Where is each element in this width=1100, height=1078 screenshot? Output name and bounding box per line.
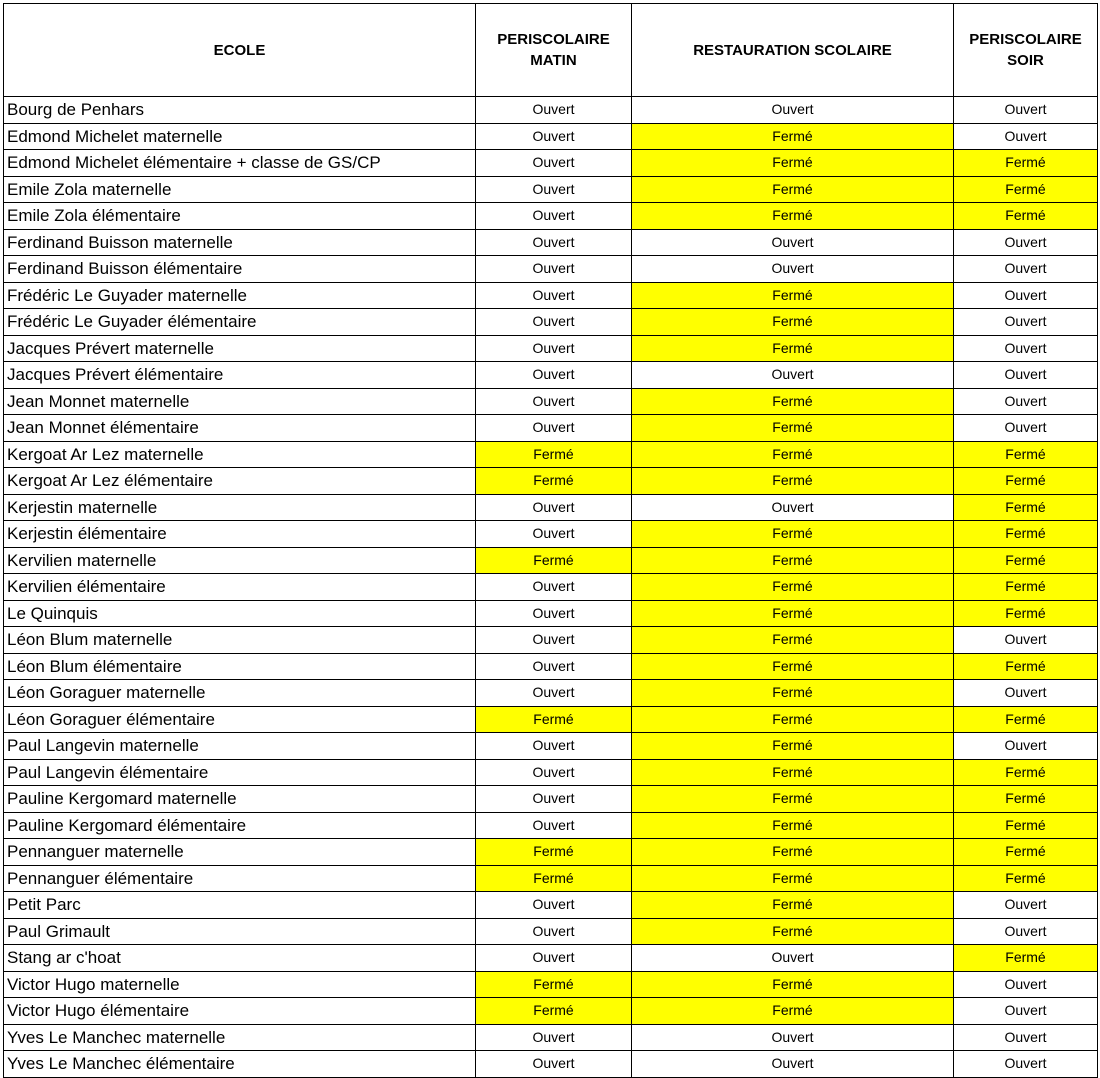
restauration-scolaire-cell: Ouvert <box>632 945 954 972</box>
school-name-cell: Kervilien maternelle <box>4 547 476 574</box>
periscolaire-soir-cell: Ouvert <box>954 282 1098 309</box>
school-name-cell: Léon Goraguer maternelle <box>4 680 476 707</box>
school-name-cell: Ferdinand Buisson élémentaire <box>4 256 476 283</box>
school-name-cell: Pauline Kergomard élémentaire <box>4 812 476 839</box>
table-row <box>4 1051 1098 1078</box>
school-name-cell: Léon Blum élémentaire <box>4 653 476 680</box>
table-row <box>4 759 1098 786</box>
table-row <box>4 335 1098 362</box>
school-name-cell: Victor Hugo élémentaire <box>4 998 476 1025</box>
periscolaire-soir-cell: Fermé <box>954 945 1098 972</box>
school-name-cell: Kergoat Ar Lez maternelle <box>4 441 476 468</box>
table-row <box>4 441 1098 468</box>
restauration-scolaire-cell: Fermé <box>632 388 954 415</box>
periscolaire-matin-cell: Ouvert <box>476 1024 632 1051</box>
school-name-cell: Léon Blum maternelle <box>4 627 476 654</box>
periscolaire-soir-cell: Ouvert <box>954 1051 1098 1078</box>
periscolaire-soir-cell: Ouvert <box>954 415 1098 442</box>
periscolaire-matin-cell: Ouvert <box>476 97 632 124</box>
periscolaire-matin-cell: Fermé <box>476 706 632 733</box>
periscolaire-soir-cell: Fermé <box>954 759 1098 786</box>
periscolaire-matin-cell: Ouvert <box>476 176 632 203</box>
table-row <box>4 971 1098 998</box>
periscolaire-matin-cell: Ouvert <box>476 150 632 177</box>
restauration-scolaire-cell: Fermé <box>632 441 954 468</box>
periscolaire-soir-cell: Fermé <box>954 150 1098 177</box>
restauration-scolaire-cell: Ouvert <box>632 362 954 389</box>
restauration-scolaire-cell: Fermé <box>632 892 954 919</box>
periscolaire-soir-cell: Ouvert <box>954 309 1098 336</box>
school-name-cell: Ferdinand Buisson maternelle <box>4 229 476 256</box>
school-name-cell: Yves Le Manchec élémentaire <box>4 1051 476 1078</box>
restauration-scolaire-cell: Ouvert <box>632 1051 954 1078</box>
restauration-scolaire-cell: Fermé <box>632 865 954 892</box>
periscolaire-soir-cell: Fermé <box>954 600 1098 627</box>
periscolaire-soir-cell: Fermé <box>954 441 1098 468</box>
periscolaire-soir-cell: Ouvert <box>954 1024 1098 1051</box>
periscolaire-soir-cell: Ouvert <box>954 123 1098 150</box>
table-row <box>4 865 1098 892</box>
periscolaire-soir-cell: Fermé <box>954 865 1098 892</box>
table-row <box>4 494 1098 521</box>
table-row <box>4 203 1098 230</box>
periscolaire-matin-cell: Ouvert <box>476 680 632 707</box>
periscolaire-soir-cell: Ouvert <box>954 627 1098 654</box>
table-row <box>4 176 1098 203</box>
table-row <box>4 547 1098 574</box>
periscolaire-matin-cell: Ouvert <box>476 759 632 786</box>
header-periscolaire-matin: PERISCOLAIRE MATIN <box>476 4 632 97</box>
periscolaire-matin-cell: Ouvert <box>476 335 632 362</box>
school-name-cell: Kerjestin maternelle <box>4 494 476 521</box>
school-name-cell: Victor Hugo maternelle <box>4 971 476 998</box>
periscolaire-matin-cell: Ouvert <box>476 600 632 627</box>
restauration-scolaire-cell: Fermé <box>632 812 954 839</box>
restauration-scolaire-cell: Fermé <box>632 309 954 336</box>
restauration-scolaire-cell: Fermé <box>632 759 954 786</box>
periscolaire-matin-cell: Ouvert <box>476 282 632 309</box>
periscolaire-matin-cell: Fermé <box>476 547 632 574</box>
table-row <box>4 362 1098 389</box>
school-name-cell: Edmond Michelet maternelle <box>4 123 476 150</box>
table-row <box>4 706 1098 733</box>
school-name-cell: Jacques Prévert maternelle <box>4 335 476 362</box>
periscolaire-matin-cell: Ouvert <box>476 1051 632 1078</box>
table-row <box>4 600 1098 627</box>
table-row <box>4 998 1098 1025</box>
table-row <box>4 812 1098 839</box>
periscolaire-matin-cell: Fermé <box>476 468 632 495</box>
school-status-table <box>3 3 1098 1078</box>
periscolaire-matin-cell: Ouvert <box>476 309 632 336</box>
school-name-cell: Pennanguer maternelle <box>4 839 476 866</box>
table-row <box>4 150 1098 177</box>
restauration-scolaire-cell: Fermé <box>632 521 954 548</box>
periscolaire-matin-cell: Ouvert <box>476 388 632 415</box>
school-name-cell: Paul Langevin élémentaire <box>4 759 476 786</box>
periscolaire-matin-cell: Ouvert <box>476 786 632 813</box>
restauration-scolaire-cell: Fermé <box>632 627 954 654</box>
school-name-cell: Paul Langevin maternelle <box>4 733 476 760</box>
periscolaire-soir-cell: Fermé <box>954 521 1098 548</box>
table-row <box>4 839 1098 866</box>
restauration-scolaire-cell: Ouvert <box>632 256 954 283</box>
school-name-cell: Bourg de Penhars <box>4 97 476 124</box>
restauration-scolaire-cell: Fermé <box>632 653 954 680</box>
table-row <box>4 415 1098 442</box>
restauration-scolaire-cell: Fermé <box>632 150 954 177</box>
periscolaire-soir-cell: Ouvert <box>954 256 1098 283</box>
restauration-scolaire-cell: Fermé <box>632 839 954 866</box>
periscolaire-soir-cell: Ouvert <box>954 971 1098 998</box>
table-row <box>4 892 1098 919</box>
periscolaire-matin-cell: Ouvert <box>476 415 632 442</box>
periscolaire-soir-cell: Fermé <box>954 839 1098 866</box>
periscolaire-matin-cell: Ouvert <box>476 918 632 945</box>
periscolaire-matin-cell: Ouvert <box>476 256 632 283</box>
header-row <box>4 4 1098 97</box>
restauration-scolaire-cell: Ouvert <box>632 97 954 124</box>
table-row <box>4 309 1098 336</box>
periscolaire-matin-cell: Ouvert <box>476 362 632 389</box>
restauration-scolaire-cell: Ouvert <box>632 494 954 521</box>
restauration-scolaire-cell: Fermé <box>632 786 954 813</box>
periscolaire-soir-cell: Ouvert <box>954 998 1098 1025</box>
periscolaire-soir-cell: Ouvert <box>954 97 1098 124</box>
school-name-cell: Jean Monnet élémentaire <box>4 415 476 442</box>
school-name-cell: Kervilien élémentaire <box>4 574 476 601</box>
school-name-cell: Frédéric Le Guyader élémentaire <box>4 309 476 336</box>
periscolaire-matin-cell: Ouvert <box>476 574 632 601</box>
school-name-cell: Yves Le Manchec maternelle <box>4 1024 476 1051</box>
table-row <box>4 388 1098 415</box>
school-name-cell: Pauline Kergomard maternelle <box>4 786 476 813</box>
periscolaire-matin-cell: Ouvert <box>476 521 632 548</box>
restauration-scolaire-cell: Fermé <box>632 176 954 203</box>
header-school: ECOLE <box>4 4 476 97</box>
school-name-cell: Pennanguer élémentaire <box>4 865 476 892</box>
table-row <box>4 468 1098 495</box>
restauration-scolaire-cell: Fermé <box>632 706 954 733</box>
table-row <box>4 521 1098 548</box>
table-row <box>4 918 1098 945</box>
restauration-scolaire-cell: Fermé <box>632 998 954 1025</box>
table-row <box>4 627 1098 654</box>
restauration-scolaire-cell: Fermé <box>632 574 954 601</box>
periscolaire-soir-cell: Fermé <box>954 706 1098 733</box>
periscolaire-soir-cell: Ouvert <box>954 362 1098 389</box>
restauration-scolaire-cell: Fermé <box>632 600 954 627</box>
periscolaire-soir-cell: Fermé <box>954 786 1098 813</box>
restauration-scolaire-cell: Fermé <box>632 415 954 442</box>
table-row <box>4 733 1098 760</box>
restauration-scolaire-cell: Fermé <box>632 203 954 230</box>
periscolaire-matin-cell: Ouvert <box>476 812 632 839</box>
header-restauration-scolaire: RESTAURATION SCOLAIRE <box>632 4 954 97</box>
restauration-scolaire-cell: Fermé <box>632 468 954 495</box>
header-periscolaire-soir: PERISCOLAIRE SOIR <box>954 4 1098 97</box>
periscolaire-soir-cell: Ouvert <box>954 892 1098 919</box>
periscolaire-soir-cell: Fermé <box>954 468 1098 495</box>
school-name-cell: Jean Monnet maternelle <box>4 388 476 415</box>
periscolaire-soir-cell: Ouvert <box>954 680 1098 707</box>
restauration-scolaire-cell: Fermé <box>632 918 954 945</box>
periscolaire-matin-cell: Ouvert <box>476 203 632 230</box>
table-row <box>4 653 1098 680</box>
periscolaire-soir-cell: Ouvert <box>954 918 1098 945</box>
restauration-scolaire-cell: Fermé <box>632 680 954 707</box>
table-row <box>4 97 1098 124</box>
periscolaire-matin-cell: Fermé <box>476 441 632 468</box>
school-name-cell: Emile Zola élémentaire <box>4 203 476 230</box>
periscolaire-soir-cell: Fermé <box>954 547 1098 574</box>
school-name-cell: Petit Parc <box>4 892 476 919</box>
periscolaire-matin-cell: Ouvert <box>476 892 632 919</box>
periscolaire-soir-cell: Ouvert <box>954 229 1098 256</box>
school-name-cell: Frédéric Le Guyader maternelle <box>4 282 476 309</box>
school-name-cell: Léon Goraguer élémentaire <box>4 706 476 733</box>
table-row <box>4 680 1098 707</box>
table-row <box>4 1024 1098 1051</box>
table-row <box>4 256 1098 283</box>
periscolaire-soir-cell: Fermé <box>954 574 1098 601</box>
school-name-cell: Kerjestin élémentaire <box>4 521 476 548</box>
table-row <box>4 123 1098 150</box>
school-name-cell: Emile Zola maternelle <box>4 176 476 203</box>
restauration-scolaire-cell: Fermé <box>632 733 954 760</box>
table-row <box>4 282 1098 309</box>
periscolaire-matin-cell: Ouvert <box>476 733 632 760</box>
restauration-scolaire-cell: Fermé <box>632 971 954 998</box>
periscolaire-soir-cell: Fermé <box>954 176 1098 203</box>
periscolaire-matin-cell: Fermé <box>476 839 632 866</box>
table-row <box>4 945 1098 972</box>
restauration-scolaire-cell: Fermé <box>632 335 954 362</box>
school-name-cell: Stang ar c'hoat <box>4 945 476 972</box>
periscolaire-matin-cell: Fermé <box>476 865 632 892</box>
table-row <box>4 786 1098 813</box>
table-row <box>4 574 1098 601</box>
restauration-scolaire-cell: Ouvert <box>632 1024 954 1051</box>
periscolaire-soir-cell: Fermé <box>954 494 1098 521</box>
table-body <box>4 97 1098 1078</box>
periscolaire-matin-cell: Ouvert <box>476 494 632 521</box>
periscolaire-soir-cell: Fermé <box>954 203 1098 230</box>
table-row <box>4 229 1098 256</box>
periscolaire-matin-cell: Ouvert <box>476 945 632 972</box>
periscolaire-soir-cell: Ouvert <box>954 335 1098 362</box>
periscolaire-soir-cell: Ouvert <box>954 733 1098 760</box>
periscolaire-soir-cell: Fermé <box>954 653 1098 680</box>
school-name-cell: Jacques Prévert élémentaire <box>4 362 476 389</box>
restauration-scolaire-cell: Fermé <box>632 547 954 574</box>
periscolaire-soir-cell: Ouvert <box>954 388 1098 415</box>
school-name-cell: Kergoat Ar Lez élémentaire <box>4 468 476 495</box>
periscolaire-matin-cell: Ouvert <box>476 123 632 150</box>
periscolaire-soir-cell: Fermé <box>954 812 1098 839</box>
periscolaire-matin-cell: Ouvert <box>476 229 632 256</box>
restauration-scolaire-cell: Fermé <box>632 123 954 150</box>
table-header <box>4 4 1098 97</box>
school-name-cell: Le Quinquis <box>4 600 476 627</box>
periscolaire-matin-cell: Fermé <box>476 998 632 1025</box>
restauration-scolaire-cell: Fermé <box>632 282 954 309</box>
restauration-scolaire-cell: Ouvert <box>632 229 954 256</box>
periscolaire-matin-cell: Fermé <box>476 971 632 998</box>
school-name-cell: Edmond Michelet élémentaire + classe de GS/CP <box>4 150 476 177</box>
periscolaire-matin-cell: Ouvert <box>476 627 632 654</box>
periscolaire-matin-cell: Ouvert <box>476 653 632 680</box>
school-name-cell: Paul Grimault <box>4 918 476 945</box>
